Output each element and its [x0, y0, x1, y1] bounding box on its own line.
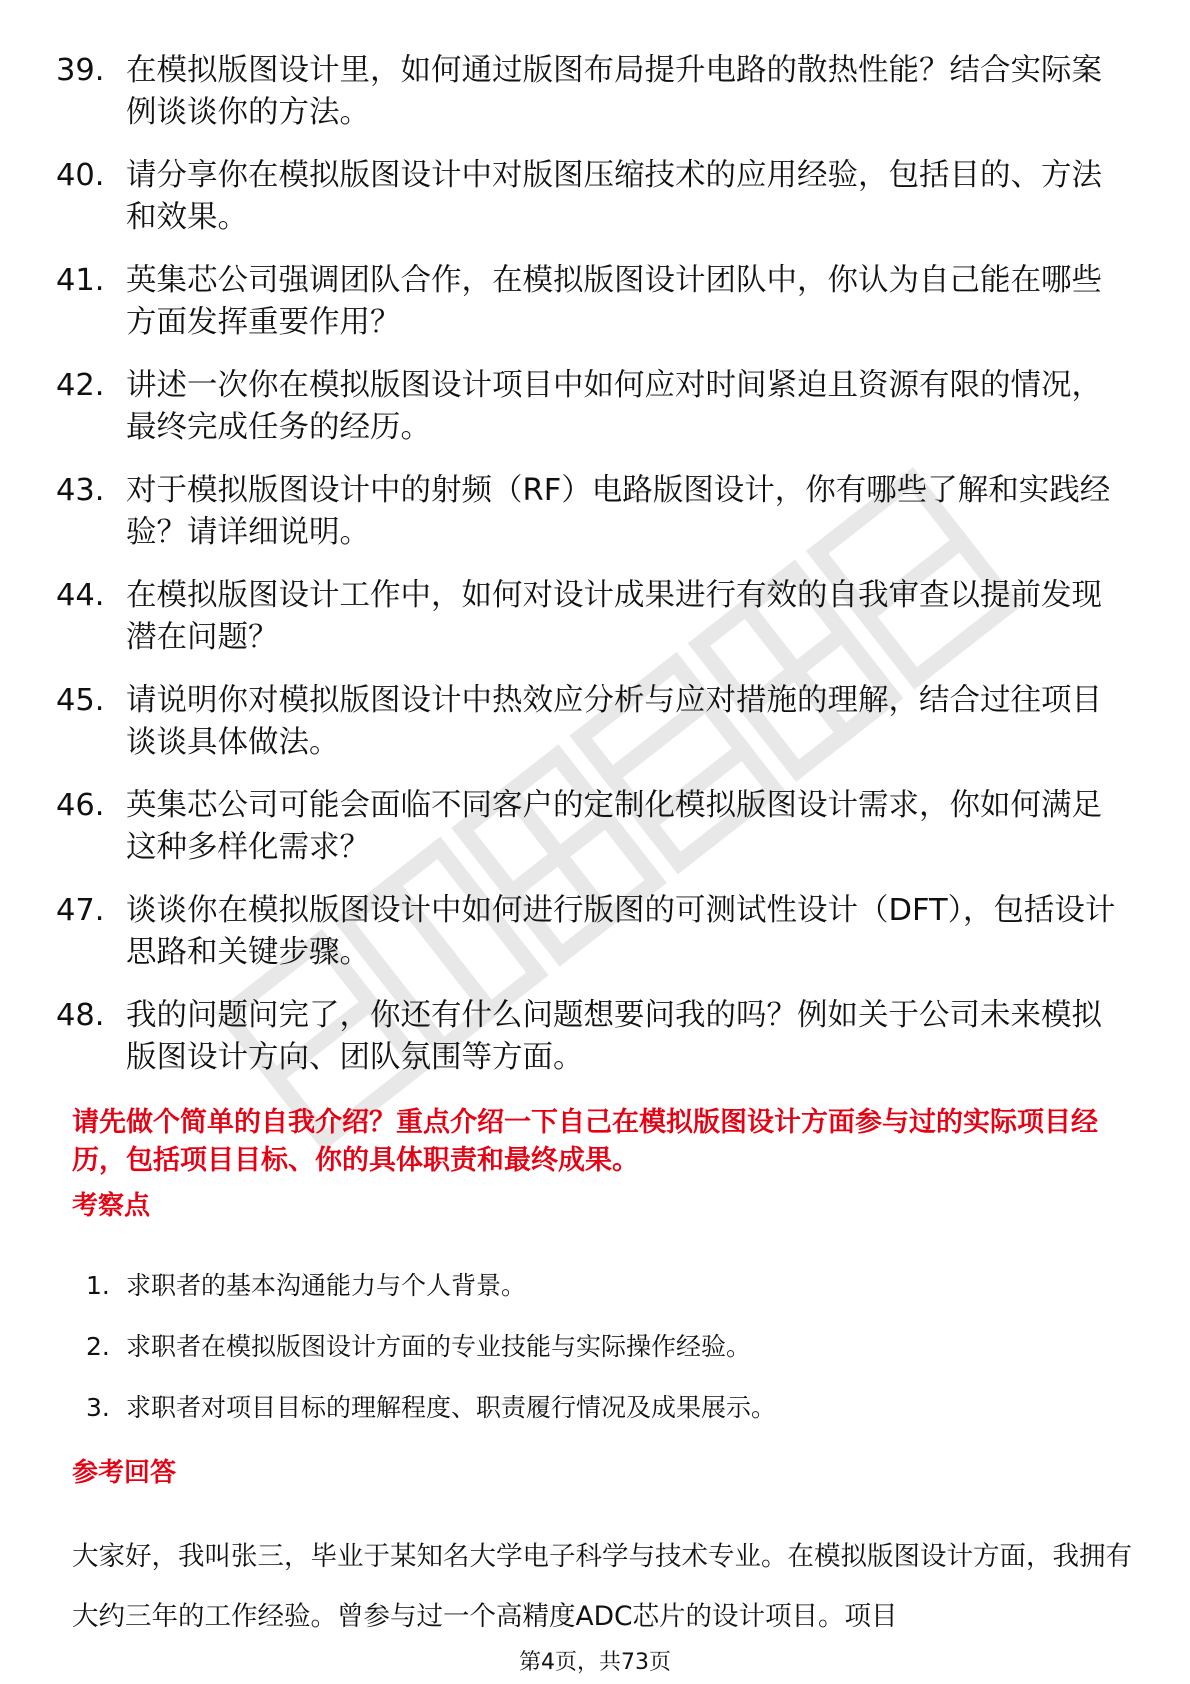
point-number: 3.: [86, 1393, 110, 1422]
list-item: [86, 1329, 1126, 1365]
list-item: [86, 1268, 1126, 1304]
reference-answer-title: 参考回答: [72, 1458, 177, 1488]
question-text: 请分享你在模拟版图设计中对版图压缩技术的应用经验，包括目的、方法和效果。: [126, 158, 1102, 235]
list-item: [56, 260, 1126, 344]
list-item: [86, 1390, 1126, 1426]
question-number: 41.: [56, 263, 105, 298]
list-item: [56, 50, 1126, 134]
question-text: 英集芯公司可能会面临不同客户的定制化模拟版图设计需求，你如何满足这种多样化需求？: [126, 788, 1102, 865]
question-number: 45.: [56, 683, 105, 718]
list-item: [56, 365, 1126, 449]
question-number: 48.: [56, 998, 105, 1033]
question-number: 43.: [56, 473, 105, 508]
reference-answer: [72, 1527, 1132, 1647]
point-number: 2.: [86, 1332, 110, 1361]
list-item: [56, 890, 1126, 974]
question-number: 40.: [56, 158, 105, 193]
question-number: 47.: [56, 893, 105, 928]
point-number: 1.: [86, 1271, 110, 1300]
question-text: 请说明你对模拟版图设计中热效应分析与应对措施的理解，结合过往项目谈谈具体做法。: [126, 683, 1102, 760]
list-item: [56, 785, 1126, 869]
list-item: [56, 155, 1126, 239]
question-text: 谈谈你在模拟版图设计中如何进行版图的可测试性设计（DFT），包括设计思路和关键步骤。: [126, 893, 1116, 970]
question-number: 46.: [56, 788, 105, 823]
question-text: 对于模拟版图设计中的射频（RF）电路版图设计，你有哪些了解和实践经验？请详细说明。: [126, 473, 1111, 550]
exam-points-list: [86, 1268, 1126, 1451]
interview-prompt: 请先做个简单的自我介绍？重点介绍一下自己在模拟版图设计方面参与过的实际项目经历，包括项目目标、你的具体职责和最终成果。: [72, 1107, 1098, 1176]
answer-paragraph: 大家好，我叫张三，毕业于某知名大学电子科学与技术专业。在模拟版图设计方面，我拥有大约三年的工作经验。曾参与过一个高精度ADC芯片的设计项目。项目: [72, 1541, 1132, 1632]
point-text: 求职者的基本沟通能力与个人背景。: [126, 1271, 527, 1300]
list-item: [56, 680, 1126, 764]
question-text: 在模拟版图设计工作中，如何对设计成果进行有效的自我审查以提前发现潜在问题？: [126, 578, 1102, 655]
list-item: [56, 575, 1126, 659]
list-item: [56, 995, 1126, 1079]
question-number: 39.: [56, 53, 105, 88]
question-number: 44.: [56, 578, 105, 613]
list-item: [56, 470, 1126, 554]
question-text: 我的问题问完了，你还有什么问题想要问我的吗？例如关于公司未来模拟版图设计方向、团队氛围等方面。: [126, 998, 1102, 1075]
page-footer: 第4页，共73页: [519, 1650, 671, 1675]
question-number: 42.: [56, 368, 105, 403]
question-text: 讲述一次你在模拟版图设计项目中如何应对时间紧迫且资源有限的情况，最终完成任务的经历。: [126, 368, 1102, 445]
question-list: [56, 50, 1126, 1100]
exam-points-title: 考察点: [72, 1191, 151, 1221]
question-text: 在模拟版图设计里，如何通过版图布局提升电路的散热性能？结合实际案例谈谈你的方法。: [126, 53, 1102, 130]
point-text: 求职者在模拟版图设计方面的专业技能与实际操作经验。: [126, 1332, 752, 1361]
point-text: 求职者对项目目标的理解程度、职责履行情况及成果展示。: [126, 1393, 777, 1422]
question-text: 英集芯公司强调团队合作，在模拟版图设计团队中，你认为自己能在哪些方面发挥重要作用？: [126, 263, 1102, 340]
